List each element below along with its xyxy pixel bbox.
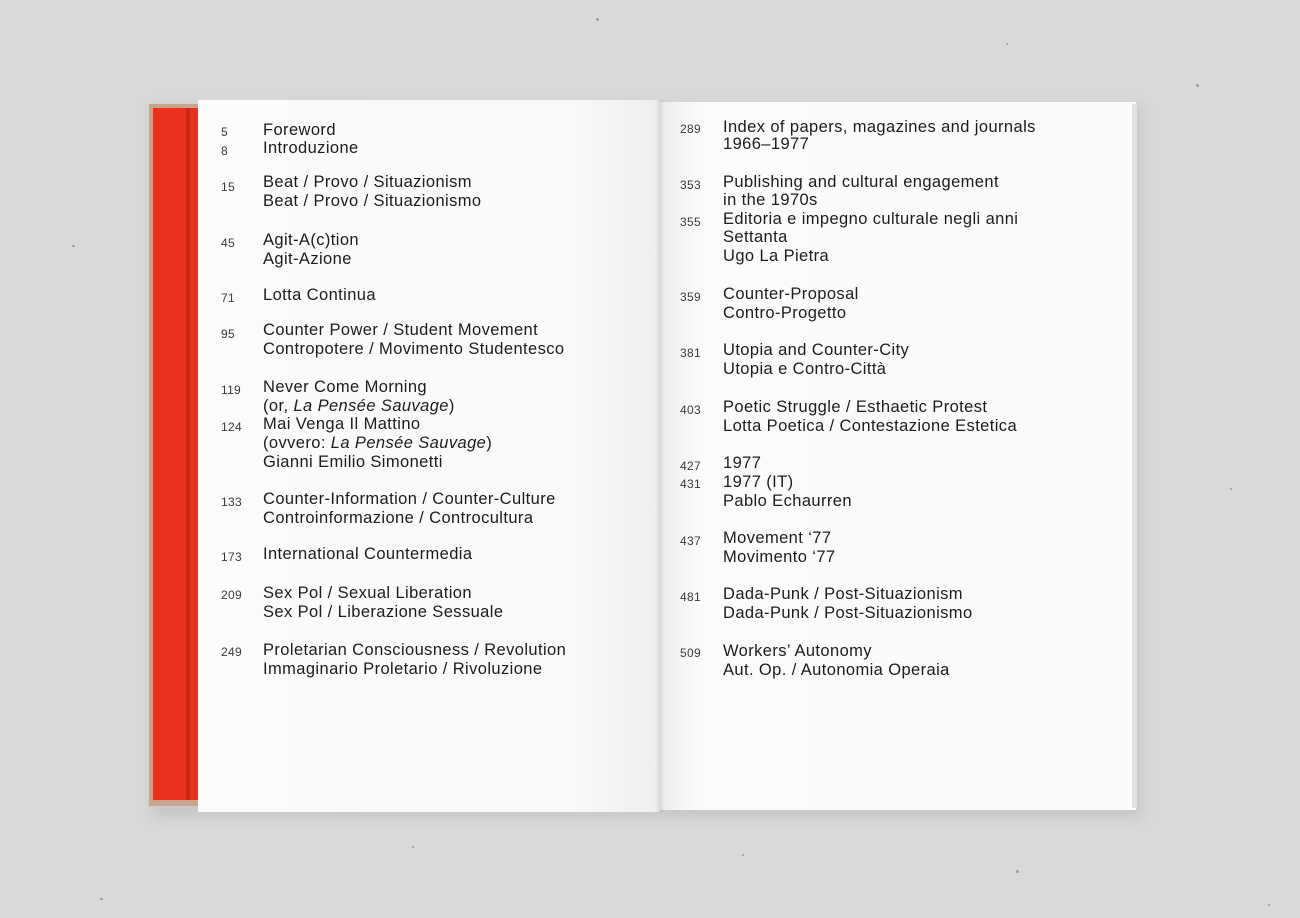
- background-speck: [1016, 870, 1019, 873]
- toc-page-number: 249: [221, 645, 242, 659]
- background-speck: [596, 18, 599, 21]
- toc-subtitle: [263, 397, 455, 416]
- toc-page-number: 353: [680, 178, 701, 192]
- toc-title: Counter-Proposal: [723, 285, 859, 303]
- toc-page-number: 289: [680, 122, 701, 136]
- toc-title: Agit-Azione: [263, 250, 352, 268]
- toc-title: Immaginario Proletario / Rivoluzione: [263, 660, 543, 678]
- toc-author: Gianni Emilio Simonetti: [263, 453, 443, 471]
- toc-page-number: 124: [221, 420, 242, 434]
- toc-page-number: 355: [680, 215, 701, 229]
- toc-title: Contro-Progetto: [723, 304, 847, 322]
- toc-subtitle-italic: La Pensée Sauvage: [293, 397, 449, 415]
- toc-title: Never Come Morning: [263, 378, 428, 396]
- toc-page-number: 133: [221, 495, 242, 509]
- toc-title: Movimento ‘77: [723, 548, 836, 566]
- toc-title: Publishing and cultural engagement: [723, 173, 999, 191]
- toc-page-number: 427: [680, 459, 701, 473]
- toc-page-number: 95: [221, 327, 235, 341]
- toc-page-number: 209: [221, 588, 242, 602]
- toc-title: International Countermedia: [263, 545, 473, 563]
- background-speck: [742, 854, 744, 856]
- toc-title: Editoria e impegno culturale negli anni: [723, 210, 1019, 228]
- background-speck: [1268, 904, 1270, 906]
- toc-page-number: 481: [680, 590, 701, 604]
- toc-title: Beat / Provo / Situazionismo: [263, 192, 482, 210]
- toc-title: 1966–1977: [723, 135, 810, 153]
- toc-page-number: 509: [680, 646, 701, 660]
- toc-title: Settanta: [723, 228, 788, 246]
- toc-title: Utopia and Counter-City: [723, 341, 910, 359]
- toc-title: Foreword: [263, 121, 336, 139]
- toc-title: Workers’ Autonomy: [723, 642, 872, 660]
- toc-title: Lotta Continua: [263, 286, 376, 304]
- toc-page-number: 15: [221, 180, 235, 194]
- toc-subtitle-suffix: ): [448, 397, 455, 415]
- toc-page-number: 119: [221, 383, 242, 397]
- toc-page-number: 5: [221, 125, 228, 139]
- toc-title: Dada-Punk / Post-Situazionismo: [723, 604, 973, 622]
- background-speck: [1006, 43, 1008, 45]
- toc-title: Agit-A(c)tion: [263, 231, 359, 249]
- toc-title: Index of papers, magazines and journals: [723, 118, 1036, 136]
- toc-title: Aut. Op. / Autonomia Operaia: [723, 661, 950, 679]
- toc-page-number: 431: [680, 477, 701, 491]
- toc-subtitle-prefix: (ovvero:: [263, 434, 331, 452]
- toc-title: Utopia e Contro-Città: [723, 360, 887, 378]
- toc-author: Pablo Echaurren: [723, 492, 852, 510]
- toc-title: Counter-Information / Counter-Culture: [263, 490, 556, 508]
- toc-title: Controinformazione / Controcultura: [263, 509, 534, 527]
- toc-page-number: 8: [221, 144, 228, 158]
- toc-title: 1977: [723, 454, 762, 472]
- toc-title: 1977 (IT): [723, 473, 794, 491]
- toc-author: Ugo La Pietra: [723, 247, 830, 265]
- book-gutter: [655, 100, 665, 812]
- background-speck: [100, 898, 103, 900]
- red-endpaper: [153, 108, 199, 800]
- toc-subtitle-suffix: ): [486, 434, 493, 452]
- right-page-edge: [1132, 104, 1137, 808]
- toc-title: Beat / Provo / Situazionism: [263, 173, 472, 191]
- toc-page-number: 173: [221, 550, 242, 564]
- toc-title: Sex Pol / Liberazione Sessuale: [263, 603, 504, 621]
- background-speck: [412, 846, 414, 848]
- toc-page-number: 45: [221, 236, 235, 250]
- red-endpaper-fold: [186, 108, 190, 800]
- toc-subtitle-italic: La Pensée Sauvage: [330, 434, 487, 452]
- toc-page-number: 437: [680, 534, 701, 548]
- toc-title: Lotta Poetica / Contestazione Estetica: [723, 417, 1018, 435]
- toc-page-number: 403: [680, 403, 701, 417]
- toc-title: Mai Venga Il Mattino: [263, 415, 421, 433]
- background-speck: [1230, 488, 1232, 490]
- toc-title: Proletarian Consciousness / Revolution: [263, 641, 567, 659]
- toc-page-number: 71: [221, 291, 235, 305]
- toc-title: in the 1970s: [723, 191, 818, 209]
- toc-title: Poetic Struggle / Esthaetic Protest: [723, 398, 988, 416]
- toc-title: Dada-Punk / Post-Situazionism: [723, 585, 963, 603]
- background-speck: [72, 245, 75, 247]
- toc-title: Movement ‘77: [723, 529, 832, 547]
- toc-subtitle-prefix: (or,: [263, 397, 294, 415]
- toc-subtitle: [263, 434, 492, 453]
- toc-title: Counter Power / Student Movement: [263, 321, 539, 339]
- background-speck: [1196, 84, 1199, 87]
- toc-title: Contropotere / Movimento Studentesco: [263, 340, 565, 358]
- toc-page-number: 359: [680, 290, 701, 304]
- toc-title: Sex Pol / Sexual Liberation: [263, 584, 472, 602]
- toc-title: Introduzione: [263, 139, 359, 157]
- toc-page-number: 381: [680, 346, 701, 360]
